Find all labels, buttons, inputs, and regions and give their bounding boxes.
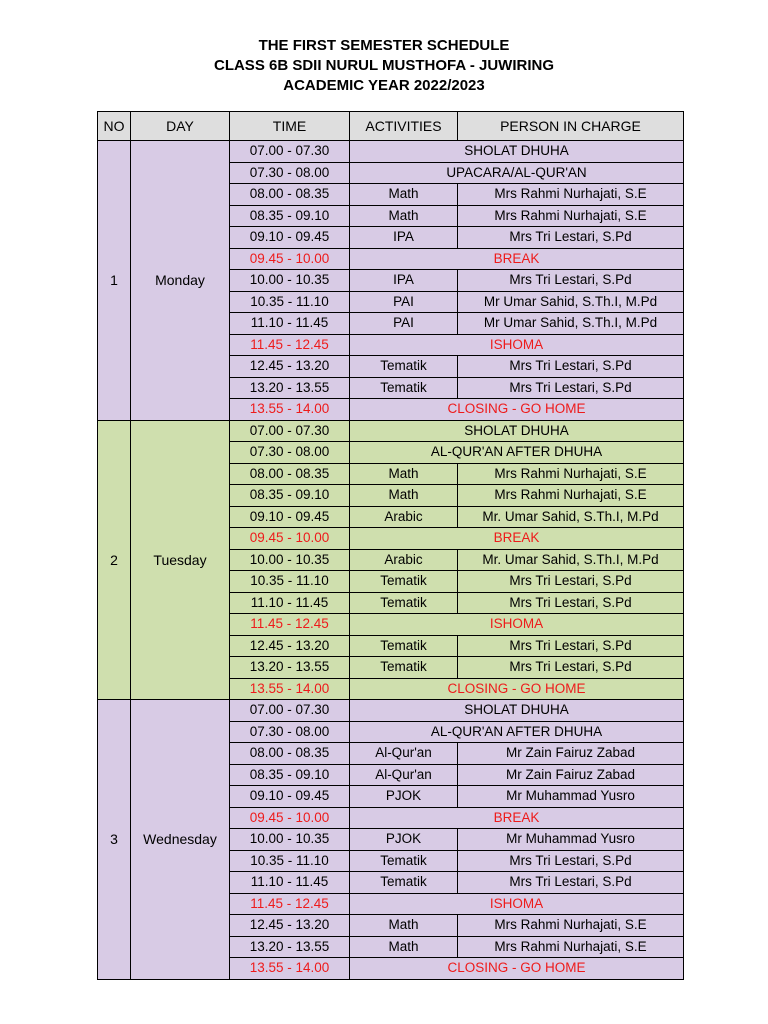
time-cell: 07.00 - 07.30 <box>230 420 350 442</box>
day-number: 2 <box>98 420 131 700</box>
activity-cell: Tematik <box>350 872 458 894</box>
activity-cell: IPA <box>350 270 458 292</box>
time-cell: 09.45 - 10.00 <box>230 528 350 550</box>
merged-activity-cell: ISHOMA <box>350 614 684 636</box>
time-cell: 11.45 - 12.45 <box>230 614 350 636</box>
activity-cell: Tematik <box>350 850 458 872</box>
activity-cell: Tematik <box>350 571 458 593</box>
person-in-charge-cell: Mrs Tri Lestari, S.Pd <box>458 377 684 399</box>
activity-cell: Tematik <box>350 657 458 679</box>
person-in-charge-cell: Mr Umar Sahid, S.Th.I, M.Pd <box>458 313 684 335</box>
merged-activity-cell: ISHOMA <box>350 334 684 356</box>
time-cell: 09.45 - 10.00 <box>230 248 350 270</box>
activity-cell: Arabic <box>350 549 458 571</box>
merged-activity-cell: BREAK <box>350 528 684 550</box>
time-cell: 09.10 - 09.45 <box>230 786 350 808</box>
document-title-block <box>0 36 768 96</box>
title-line-1: THE FIRST SEMESTER SCHEDULE <box>258 37 510 54</box>
merged-activity-cell: UPACARA/AL-QUR'AN <box>350 162 684 184</box>
merged-activity-cell: SHOLAT DHUHA <box>350 700 684 722</box>
merged-activity-cell: BREAK <box>350 807 684 829</box>
person-in-charge-cell: Mrs Tri Lestari, S.Pd <box>458 657 684 679</box>
merged-activity-cell: SHOLAT DHUHA <box>350 420 684 442</box>
time-cell: 13.20 - 13.55 <box>230 377 350 399</box>
person-in-charge-cell: Mrs Tri Lestari, S.Pd <box>458 356 684 378</box>
person-in-charge-cell: Mr Muhammad Yusro <box>458 786 684 808</box>
time-cell: 08.00 - 08.35 <box>230 184 350 206</box>
time-cell: 11.45 - 12.45 <box>230 893 350 915</box>
table-row <box>98 700 684 722</box>
time-cell: 11.10 - 11.45 <box>230 592 350 614</box>
person-in-charge-cell: Mrs Rahmi Nurhajati, S.E <box>458 485 684 507</box>
table-row <box>98 141 684 163</box>
time-cell: 13.20 - 13.55 <box>230 657 350 679</box>
time-cell: 11.10 - 11.45 <box>230 872 350 894</box>
activity-cell: PAI <box>350 291 458 313</box>
person-in-charge-cell: Mrs Tri Lestari, S.Pd <box>458 270 684 292</box>
time-cell: 10.35 - 11.10 <box>230 850 350 872</box>
time-cell: 07.30 - 08.00 <box>230 442 350 464</box>
merged-activity-cell: AL-QUR'AN AFTER DHUHA <box>350 721 684 743</box>
activity-cell: Math <box>350 915 458 937</box>
activity-cell: Math <box>350 184 458 206</box>
time-cell: 12.45 - 13.20 <box>230 635 350 657</box>
merged-activity-cell: CLOSING - GO HOME <box>350 678 684 700</box>
person-in-charge-cell: Mr Muhammad Yusro <box>458 829 684 851</box>
activity-cell: Tematik <box>350 635 458 657</box>
title-line-2: CLASS 6B SDII NURUL MUSTHOFA - JUWIRING <box>213 57 554 74</box>
activity-cell: PJOK <box>350 829 458 851</box>
time-cell: 08.35 - 09.10 <box>230 485 350 507</box>
schedule-body <box>98 141 684 980</box>
merged-activity-cell: SHOLAT DHUHA <box>350 141 684 163</box>
merged-activity-cell: CLOSING - GO HOME <box>350 958 684 980</box>
person-in-charge-cell: Mrs Rahmi Nurhajati, S.E <box>458 936 684 958</box>
person-in-charge-cell: Mr. Umar Sahid, S.Th.I, M.Pd <box>458 506 684 528</box>
time-cell: 09.45 - 10.00 <box>230 807 350 829</box>
time-cell: 10.00 - 10.35 <box>230 829 350 851</box>
column-header-day: DAY <box>131 112 230 141</box>
merged-activity-cell: AL-QUR'AN AFTER DHUHA <box>350 442 684 464</box>
time-cell: 08.00 - 08.35 <box>230 463 350 485</box>
time-cell: 09.10 - 09.45 <box>230 506 350 528</box>
time-cell: 10.00 - 10.35 <box>230 270 350 292</box>
person-in-charge-cell: Mrs Rahmi Nurhajati, S.E <box>458 463 684 485</box>
person-in-charge-cell: Mrs Tri Lestari, S.Pd <box>458 227 684 249</box>
day-name: Tuesday <box>131 420 230 700</box>
day-name: Monday <box>131 141 230 421</box>
activity-cell: Tematik <box>350 592 458 614</box>
time-cell: 12.45 - 13.20 <box>230 915 350 937</box>
activity-cell: PJOK <box>350 786 458 808</box>
column-header-person-in-charge: PERSON IN CHARGE <box>458 112 684 141</box>
column-header-time: TIME <box>230 112 350 141</box>
person-in-charge-cell: Mr. Umar Sahid, S.Th.I, M.Pd <box>458 549 684 571</box>
person-in-charge-cell: Mrs Tri Lestari, S.Pd <box>458 592 684 614</box>
time-cell: 07.00 - 07.30 <box>230 700 350 722</box>
person-in-charge-cell: Mrs Tri Lestari, S.Pd <box>458 635 684 657</box>
person-in-charge-cell: Mrs Tri Lestari, S.Pd <box>458 850 684 872</box>
activity-cell: Math <box>350 936 458 958</box>
person-in-charge-cell: Mr Zain Fairuz Zabad <box>458 764 684 786</box>
time-cell: 08.35 - 09.10 <box>230 205 350 227</box>
person-in-charge-cell: Mr Zain Fairuz Zabad <box>458 743 684 765</box>
day-name: Wednesday <box>131 700 230 980</box>
time-cell: 09.10 - 09.45 <box>230 227 350 249</box>
person-in-charge-cell: Mrs Tri Lestari, S.Pd <box>458 571 684 593</box>
time-cell: 10.00 - 10.35 <box>230 549 350 571</box>
column-header-no: NO <box>98 112 131 141</box>
activity-cell: PAI <box>350 313 458 335</box>
activity-cell: Arabic <box>350 506 458 528</box>
person-in-charge-cell: Mrs Rahmi Nurhajati, S.E <box>458 915 684 937</box>
title-line-3: ACADEMIC YEAR 2022/2023 <box>283 77 485 94</box>
activity-cell: Math <box>350 463 458 485</box>
person-in-charge-cell: Mr Umar Sahid, S.Th.I, M.Pd <box>458 291 684 313</box>
person-in-charge-cell: Mrs Rahmi Nurhajati, S.E <box>458 184 684 206</box>
time-cell: 07.30 - 08.00 <box>230 162 350 184</box>
merged-activity-cell: BREAK <box>350 248 684 270</box>
activity-cell: Math <box>350 485 458 507</box>
time-cell: 07.30 - 08.00 <box>230 721 350 743</box>
time-cell: 13.55 - 14.00 <box>230 399 350 421</box>
time-cell: 08.35 - 09.10 <box>230 764 350 786</box>
time-cell: 13.20 - 13.55 <box>230 936 350 958</box>
time-cell: 08.00 - 08.35 <box>230 743 350 765</box>
person-in-charge-cell: Mrs Tri Lestari, S.Pd <box>458 872 684 894</box>
schedule-table <box>97 111 684 980</box>
activity-cell: Al-Qur'an <box>350 743 458 765</box>
activity-cell: Tematik <box>350 377 458 399</box>
time-cell: 11.45 - 12.45 <box>230 334 350 356</box>
table-row <box>98 420 684 442</box>
time-cell: 10.35 - 11.10 <box>230 571 350 593</box>
merged-activity-cell: CLOSING - GO HOME <box>350 399 684 421</box>
column-header-activities: ACTIVITIES <box>350 112 458 141</box>
time-cell: 13.55 - 14.00 <box>230 958 350 980</box>
time-cell: 11.10 - 11.45 <box>230 313 350 335</box>
time-cell: 13.55 - 14.00 <box>230 678 350 700</box>
person-in-charge-cell: Mrs Rahmi Nurhajati, S.E <box>458 205 684 227</box>
time-cell: 12.45 - 13.20 <box>230 356 350 378</box>
activity-cell: IPA <box>350 227 458 249</box>
day-number: 3 <box>98 700 131 980</box>
activity-cell: Math <box>350 205 458 227</box>
activity-cell: Al-Qur'an <box>350 764 458 786</box>
activity-cell: Tematik <box>350 356 458 378</box>
time-cell: 10.35 - 11.10 <box>230 291 350 313</box>
merged-activity-cell: ISHOMA <box>350 893 684 915</box>
table-header-row <box>98 112 684 141</box>
time-cell: 07.00 - 07.30 <box>230 141 350 163</box>
day-number: 1 <box>98 141 131 421</box>
